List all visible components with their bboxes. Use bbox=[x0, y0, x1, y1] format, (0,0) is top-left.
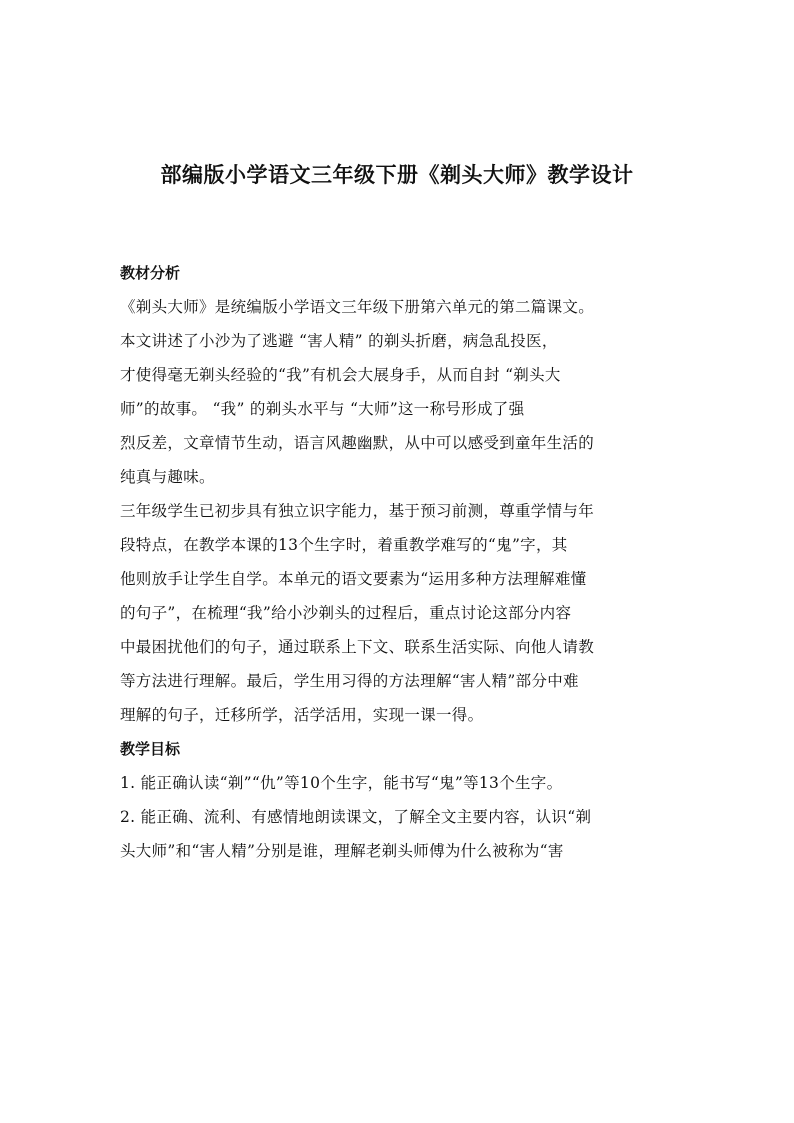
document-body bbox=[120, 256, 686, 868]
paragraph-line: 《剃头大师》是统编版小学语文三年级下册第六单元的第二篇课文。 bbox=[120, 298, 595, 316]
paragraph-line: 的句子”，在梳理“我”给小沙剃头的过程后，重点讨论这部分内容 bbox=[120, 604, 572, 622]
section-teaching-objectives bbox=[120, 732, 686, 868]
paragraph-line: 理解的句子，迁移所学，活学活用，实现一课一得。 bbox=[120, 706, 484, 724]
paragraph-line: 才使得毫无剃头经验的“我”有机会大展身手，从而自封 “剃头大 bbox=[120, 366, 561, 384]
paragraph-line: 本文讲述了小沙为了逃避 “害人精” 的剃头折磨，病急乱投医， bbox=[120, 332, 558, 350]
paragraph-line: 三年级学生已初步具有独立识字能力，基于预习前测，尊重学情与年 bbox=[120, 502, 595, 520]
document-title: 部编版小学语文三年级下册《剃头大师》教学设计 bbox=[160, 163, 634, 187]
paragraph-line: 纯真与趣味。 bbox=[120, 468, 215, 486]
paragraph-line: 中最困扰他们的句子，通过联系上下文、联系生活实际、向他人请教 bbox=[120, 638, 595, 656]
section-textbook-analysis bbox=[120, 256, 686, 732]
paragraph-line: 他则放手让学生自学。本单元的语文要素为“运用多种方法理解难懂 bbox=[120, 570, 587, 588]
objective-line: 头大师”和“害人精”分别是谁，理解老剃头师傅为什么被称为“害 bbox=[120, 842, 564, 860]
section-heading: 教材分析 bbox=[120, 264, 181, 282]
paragraph-line: 烈反差，文章情节生动，语言风趣幽默，从中可以感受到童年生活的 bbox=[120, 434, 595, 452]
paragraph-line: 段特点，在教学本课的13个生字时，着重教学难写的“鬼”字，其 bbox=[120, 536, 568, 554]
paragraph-line: 等方法进行理解。最后，学生用习得的方法理解“害人精”部分中难 bbox=[120, 672, 579, 690]
objective-line: 1. 能正确认读“剃”“仇”等10个生字，能书写“鬼”等13个生字。 bbox=[120, 774, 563, 792]
objective-line: 2. 能正确、流利、有感情地朗读课文，了解全文主要内容，认识“剃 bbox=[120, 808, 592, 826]
paragraph-line: 师”的故事。 “我” 的剃头水平与 “大师”这一称号形成了强 bbox=[120, 400, 525, 418]
section-heading: 教学目标 bbox=[120, 740, 181, 758]
